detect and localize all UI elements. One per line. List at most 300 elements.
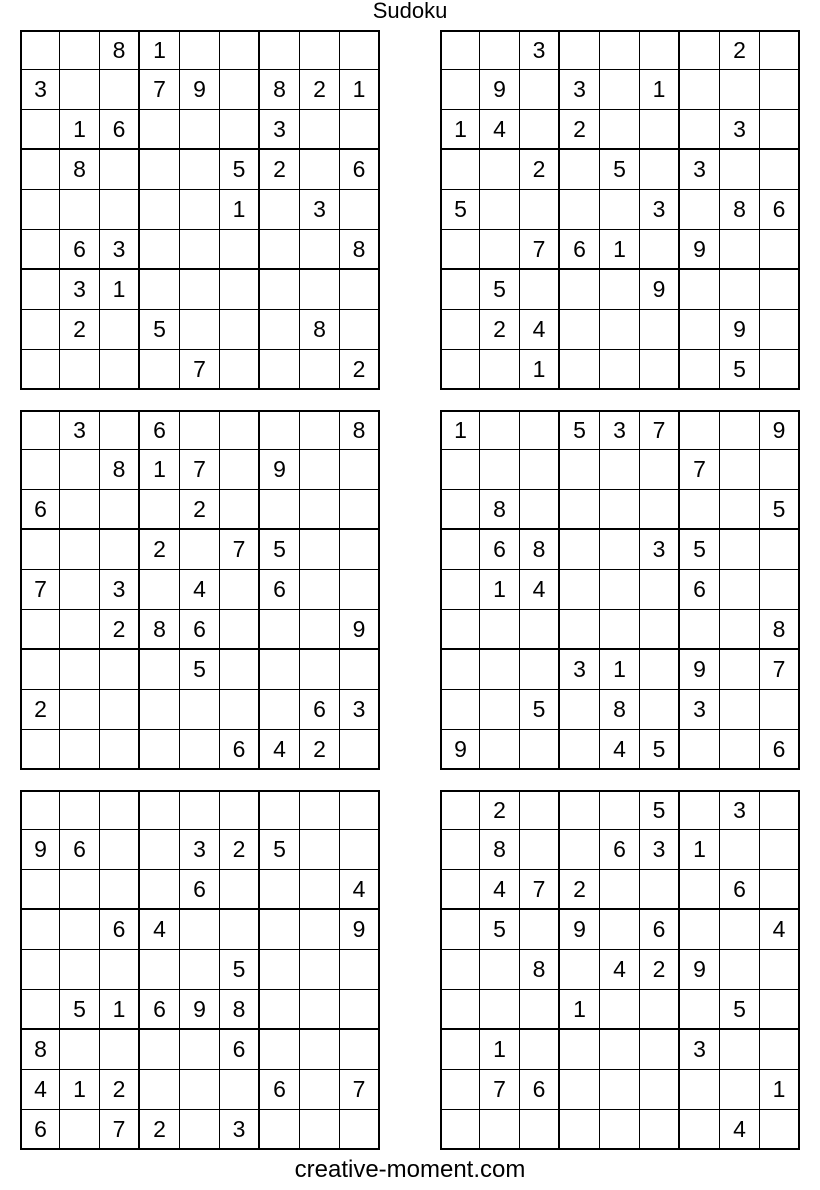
sudoku-cell <box>220 610 260 650</box>
sudoku-cell <box>480 730 520 770</box>
sudoku-cell <box>640 30 680 70</box>
sudoku-cell <box>440 1070 480 1110</box>
sudoku-cell <box>640 870 680 910</box>
sudoku-cell: 7 <box>680 450 720 490</box>
sudoku-cell <box>60 490 100 530</box>
sudoku-cell <box>760 990 800 1030</box>
sudoku-cell: 2 <box>720 30 760 70</box>
sudoku-cell <box>340 1110 380 1150</box>
sudoku-cell: 2 <box>340 350 380 390</box>
sudoku-cell <box>440 690 480 730</box>
sudoku-cell <box>560 830 600 870</box>
sudoku-cell <box>300 490 340 530</box>
sudoku-cell <box>100 190 140 230</box>
sudoku-cell <box>720 70 760 110</box>
sudoku-cell: 3 <box>560 70 600 110</box>
sudoku-cell <box>20 870 60 910</box>
sudoku-cell <box>680 730 720 770</box>
sudoku-cell <box>520 70 560 110</box>
sudoku-cell <box>640 1110 680 1150</box>
sudoku-cell: 9 <box>560 910 600 950</box>
sudoku-cell <box>340 450 380 490</box>
sudoku-cell: 1 <box>520 350 560 390</box>
sudoku-cell <box>560 450 600 490</box>
sudoku-cell <box>560 350 600 390</box>
sudoku-cell: 8 <box>480 490 520 530</box>
sudoku-cell: 3 <box>640 530 680 570</box>
sudoku-cell <box>20 910 60 950</box>
sudoku-cell <box>440 30 480 70</box>
sudoku-cell <box>260 610 300 650</box>
sudoku-cell <box>140 570 180 610</box>
sudoku-cell <box>440 650 480 690</box>
sudoku-cell: 3 <box>640 830 680 870</box>
sudoku-cell: 6 <box>680 570 720 610</box>
sudoku-cell <box>760 30 800 70</box>
sudoku-cell <box>560 270 600 310</box>
sudoku-cell <box>340 830 380 870</box>
sudoku-cell <box>520 790 560 830</box>
sudoku-cell: 9 <box>180 990 220 1030</box>
sudoku-grid <box>440 410 800 770</box>
sudoku-cell: 4 <box>480 870 520 910</box>
sudoku-cell: 4 <box>140 910 180 950</box>
sudoku-cell: 2 <box>300 70 340 110</box>
sudoku-cell: 7 <box>480 1070 520 1110</box>
sudoku-cell <box>760 270 800 310</box>
sudoku-grid <box>440 30 800 390</box>
sudoku-cell: 5 <box>140 310 180 350</box>
sudoku-cell: 8 <box>480 830 520 870</box>
sudoku-cell <box>140 950 180 990</box>
sudoku-cell <box>20 190 60 230</box>
sudoku-cell <box>260 870 300 910</box>
sudoku-cell <box>760 1030 800 1070</box>
sudoku-cell: 2 <box>300 730 340 770</box>
sudoku-cell: 6 <box>20 1110 60 1150</box>
sudoku-cell <box>480 450 520 490</box>
sudoku-cell: 7 <box>140 70 180 110</box>
sudoku-cell <box>140 870 180 910</box>
sudoku-cell <box>720 490 760 530</box>
sudoku-cell <box>340 490 380 530</box>
sudoku-cell <box>260 490 300 530</box>
sudoku-cell <box>60 610 100 650</box>
sudoku-cell: 1 <box>560 990 600 1030</box>
sudoku-cell <box>340 650 380 690</box>
sudoku-cell <box>220 910 260 950</box>
sudoku-cell <box>440 790 480 830</box>
sudoku-cell <box>220 790 260 830</box>
sudoku-cell <box>680 190 720 230</box>
sudoku-cell <box>600 990 640 1030</box>
sudoku-cell <box>20 310 60 350</box>
sudoku-cell: 8 <box>100 30 140 70</box>
sudoku-cell <box>600 910 640 950</box>
sudoku-cell <box>680 70 720 110</box>
sudoku-cell: 2 <box>180 490 220 530</box>
sudoku-cell <box>480 190 520 230</box>
sudoku-cell <box>600 350 640 390</box>
sudoku-cell <box>20 650 60 690</box>
sudoku-cell <box>220 270 260 310</box>
sudoku-cell <box>260 1110 300 1150</box>
sudoku-cell <box>720 270 760 310</box>
sudoku-cell <box>440 530 480 570</box>
sudoku-cell: 3 <box>560 650 600 690</box>
sudoku-cell <box>600 1030 640 1070</box>
sudoku-cell <box>720 410 760 450</box>
sudoku-cell <box>340 30 380 70</box>
sudoku-cell: 3 <box>180 830 220 870</box>
sudoku-cell <box>720 1030 760 1070</box>
sudoku-cell <box>760 110 800 150</box>
sudoku-cell <box>220 70 260 110</box>
sudoku-cell <box>300 1030 340 1070</box>
sudoku-cell: 2 <box>60 310 100 350</box>
sudoku-cell: 7 <box>220 530 260 570</box>
sudoku-cell <box>720 150 760 190</box>
sudoku-cell <box>260 690 300 730</box>
sudoku-cell <box>440 350 480 390</box>
sudoku-cell: 5 <box>220 150 260 190</box>
sudoku-cell <box>300 530 340 570</box>
sudoku-cell <box>440 70 480 110</box>
sudoku-cell: 7 <box>180 350 220 390</box>
sudoku-cell: 5 <box>260 830 300 870</box>
sudoku-cell <box>220 570 260 610</box>
sudoku-cell <box>180 950 220 990</box>
sudoku-cell <box>680 410 720 450</box>
sudoku-cell <box>760 690 800 730</box>
sudoku-cell: 3 <box>220 1110 260 1150</box>
sudoku-cell <box>300 910 340 950</box>
sudoku-cell <box>20 410 60 450</box>
sudoku-cell <box>340 570 380 610</box>
sudoku-cell: 3 <box>640 190 680 230</box>
sudoku-cell <box>260 310 300 350</box>
sudoku-cell: 3 <box>600 410 640 450</box>
sudoku-cell: 9 <box>640 270 680 310</box>
sudoku-cell: 1 <box>640 70 680 110</box>
sudoku-cell <box>60 190 100 230</box>
sudoku-cell: 8 <box>340 230 380 270</box>
sudoku-cell <box>560 790 600 830</box>
sudoku-cell: 3 <box>60 270 100 310</box>
sudoku-cell <box>300 650 340 690</box>
sudoku-cell: 6 <box>60 230 100 270</box>
sudoku-cell: 9 <box>480 70 520 110</box>
sudoku-cell: 2 <box>100 610 140 650</box>
sudoku-cell: 6 <box>760 730 800 770</box>
sudoku-cell <box>20 270 60 310</box>
sudoku-cell <box>260 30 300 70</box>
sudoku-cell <box>560 530 600 570</box>
sudoku-cell <box>440 310 480 350</box>
sudoku-cell: 1 <box>140 450 180 490</box>
sudoku-cell <box>560 950 600 990</box>
sudoku-cell: 9 <box>680 950 720 990</box>
sudoku-cell <box>100 410 140 450</box>
sudoku-cell <box>680 1110 720 1150</box>
sudoku-cell <box>220 410 260 450</box>
sudoku-cell <box>20 350 60 390</box>
sudoku-cell <box>720 910 760 950</box>
sudoku-cell: 4 <box>520 570 560 610</box>
sudoku-cell <box>600 450 640 490</box>
sudoku-cell: 1 <box>60 110 100 150</box>
sudoku-cell <box>300 1110 340 1150</box>
sudoku-cell <box>60 530 100 570</box>
sudoku-cell <box>600 70 640 110</box>
site-footer: creative-moment.com <box>294 1156 526 1183</box>
sudoku-cell: 6 <box>220 730 260 770</box>
sudoku-cell: 1 <box>680 830 720 870</box>
sudoku-cell <box>640 350 680 390</box>
sudoku-cell <box>520 650 560 690</box>
sudoku-cell: 4 <box>600 730 640 770</box>
sudoku-cell: 8 <box>520 950 560 990</box>
sudoku-cell <box>680 990 720 1030</box>
sudoku-cell <box>480 690 520 730</box>
sudoku-cell <box>480 1110 520 1150</box>
sudoku-cell <box>760 570 800 610</box>
sudoku-cell: 8 <box>20 1030 60 1070</box>
sudoku-cell <box>440 830 480 870</box>
sudoku-cell <box>760 790 800 830</box>
sudoku-cell <box>440 990 480 1030</box>
sudoku-cell: 9 <box>340 910 380 950</box>
sudoku-cell <box>100 350 140 390</box>
sudoku-cell <box>760 350 800 390</box>
sudoku-cell: 9 <box>340 610 380 650</box>
sudoku-cell <box>760 1110 800 1150</box>
sudoku-cell <box>760 70 800 110</box>
sudoku-cell <box>520 490 560 530</box>
sudoku-cell <box>300 950 340 990</box>
sudoku-cell <box>560 690 600 730</box>
sudoku-cell <box>720 830 760 870</box>
sudoku-cell <box>760 450 800 490</box>
sudoku-cell: 4 <box>340 870 380 910</box>
sudoku-cell: 1 <box>220 190 260 230</box>
sudoku-cell <box>640 110 680 150</box>
sudoku-cell <box>300 110 340 150</box>
sudoku-cell <box>60 570 100 610</box>
sudoku-cell: 2 <box>220 830 260 870</box>
sudoku-cell <box>520 190 560 230</box>
sudoku-cell: 1 <box>60 1070 100 1110</box>
sudoku-cell: 2 <box>20 690 60 730</box>
sudoku-cell <box>300 790 340 830</box>
sudoku-cell: 6 <box>300 690 340 730</box>
sudoku-cell <box>440 910 480 950</box>
sudoku-cell <box>100 1030 140 1070</box>
sudoku-cell <box>260 910 300 950</box>
sudoku-cell: 3 <box>100 230 140 270</box>
sudoku-cell <box>480 650 520 690</box>
sudoku-cell <box>60 790 100 830</box>
sudoku-cell: 1 <box>340 70 380 110</box>
sudoku-cell <box>640 1030 680 1070</box>
sudoku-cell: 5 <box>720 350 760 390</box>
sudoku-cell: 5 <box>220 950 260 990</box>
sudoku-cell <box>220 450 260 490</box>
sudoku-cell <box>520 830 560 870</box>
sudoku-cell: 2 <box>140 1110 180 1150</box>
sudoku-cell <box>560 570 600 610</box>
sudoku-cell: 5 <box>680 530 720 570</box>
sudoku-cell <box>640 990 680 1030</box>
sudoku-cell: 7 <box>520 870 560 910</box>
sudoku-cell: 1 <box>600 650 640 690</box>
sudoku-cell <box>140 650 180 690</box>
sudoku-cell: 1 <box>440 110 480 150</box>
sudoku-cell: 4 <box>480 110 520 150</box>
sudoku-cell <box>440 450 480 490</box>
sudoku-cell: 7 <box>100 1110 140 1150</box>
sudoku-cell: 5 <box>60 990 100 1030</box>
sudoku-cell: 9 <box>20 830 60 870</box>
sudoku-cell: 2 <box>480 310 520 350</box>
sudoku-cell <box>300 610 340 650</box>
sudoku-cell <box>560 190 600 230</box>
sudoku-cell <box>480 30 520 70</box>
sudoku-cell: 9 <box>440 730 480 770</box>
sudoku-cell <box>720 950 760 990</box>
sudoku-cell <box>220 650 260 690</box>
sudoku-cell <box>140 730 180 770</box>
sudoku-cell <box>340 110 380 150</box>
sudoku-cell <box>220 870 260 910</box>
sudoku-cell <box>180 1030 220 1070</box>
sudoku-cell <box>180 690 220 730</box>
sudoku-cell: 7 <box>20 570 60 610</box>
sudoku-cell <box>300 870 340 910</box>
sudoku-cell <box>180 270 220 310</box>
sudoku-cell <box>520 450 560 490</box>
sudoku-cell <box>300 830 340 870</box>
sudoku-cell: 2 <box>560 870 600 910</box>
sudoku-cell: 2 <box>260 150 300 190</box>
sudoku-cell: 3 <box>20 70 60 110</box>
sudoku-cell: 8 <box>760 610 800 650</box>
sudoku-cell <box>300 990 340 1030</box>
sudoku-cell: 6 <box>720 870 760 910</box>
sudoku-cell: 1 <box>480 1030 520 1070</box>
sudoku-cell: 7 <box>520 230 560 270</box>
sudoku-cell <box>180 530 220 570</box>
sudoku-cell <box>340 530 380 570</box>
sudoku-cell <box>60 70 100 110</box>
sudoku-cell: 6 <box>600 830 640 870</box>
sudoku-cell <box>100 150 140 190</box>
sudoku-cell: 9 <box>760 410 800 450</box>
sudoku-cell <box>180 230 220 270</box>
sudoku-cell <box>220 690 260 730</box>
sudoku-cell <box>720 690 760 730</box>
sudoku-cell <box>260 350 300 390</box>
sudoku-cell: 8 <box>720 190 760 230</box>
sudoku-cell: 5 <box>480 270 520 310</box>
sudoku-cell <box>100 490 140 530</box>
sudoku-grid <box>20 410 380 770</box>
sudoku-cell <box>480 410 520 450</box>
sudoku-cell <box>340 1030 380 1070</box>
sudoku-cell <box>640 690 680 730</box>
sudoku-cell: 4 <box>720 1110 760 1150</box>
sudoku-cell: 4 <box>180 570 220 610</box>
sudoku-cell <box>220 110 260 150</box>
sudoku-cell <box>300 570 340 610</box>
sudoku-cell <box>520 270 560 310</box>
sudoku-cell: 6 <box>100 910 140 950</box>
sudoku-cell: 1 <box>600 230 640 270</box>
sudoku-cell <box>100 870 140 910</box>
sudoku-cell: 5 <box>600 150 640 190</box>
sudoku-cell <box>260 650 300 690</box>
sudoku-cell: 3 <box>520 30 560 70</box>
sudoku-cell <box>180 730 220 770</box>
sudoku-cell: 6 <box>520 1070 560 1110</box>
sudoku-cell <box>640 1070 680 1110</box>
sudoku-grid <box>20 790 380 1150</box>
sudoku-cell <box>720 450 760 490</box>
sudoku-cell <box>720 530 760 570</box>
sudoku-cell <box>440 230 480 270</box>
sudoku-cell <box>440 1110 480 1150</box>
sudoku-cell <box>180 790 220 830</box>
sudoku-cell: 1 <box>100 270 140 310</box>
sudoku-cell: 8 <box>600 690 640 730</box>
sudoku-cell <box>480 230 520 270</box>
sudoku-cell <box>140 190 180 230</box>
sudoku-cell <box>340 190 380 230</box>
sudoku-cell: 3 <box>680 690 720 730</box>
sudoku-cell: 6 <box>60 830 100 870</box>
sudoku-cell <box>260 270 300 310</box>
sudoku-cell <box>100 310 140 350</box>
sudoku-cell <box>440 610 480 650</box>
sudoku-cell <box>260 990 300 1030</box>
sudoku-cell <box>20 230 60 270</box>
sudoku-cell: 8 <box>300 310 340 350</box>
sudoku-cell: 7 <box>340 1070 380 1110</box>
sudoku-cell <box>100 830 140 870</box>
sudoku-cell <box>560 1110 600 1150</box>
sudoku-cell <box>60 450 100 490</box>
sudoku-cell: 9 <box>180 70 220 110</box>
sudoku-cell <box>680 910 720 950</box>
sudoku-cell: 3 <box>60 410 100 450</box>
sudoku-cell <box>140 1070 180 1110</box>
sudoku-grid <box>20 30 380 390</box>
sudoku-cell <box>600 610 640 650</box>
sudoku-cell: 7 <box>640 410 680 450</box>
sudoku-cell <box>300 30 340 70</box>
sudoku-cell <box>680 1070 720 1110</box>
sudoku-cell <box>520 990 560 1030</box>
sudoku-cell <box>680 790 720 830</box>
sudoku-cell <box>600 1070 640 1110</box>
sudoku-cell <box>140 830 180 870</box>
sudoku-cell: 6 <box>260 1070 300 1110</box>
sudoku-cell <box>440 150 480 190</box>
sudoku-cell <box>720 730 760 770</box>
sudoku-cell <box>260 230 300 270</box>
sudoku-cell <box>760 870 800 910</box>
sudoku-cell: 9 <box>680 650 720 690</box>
